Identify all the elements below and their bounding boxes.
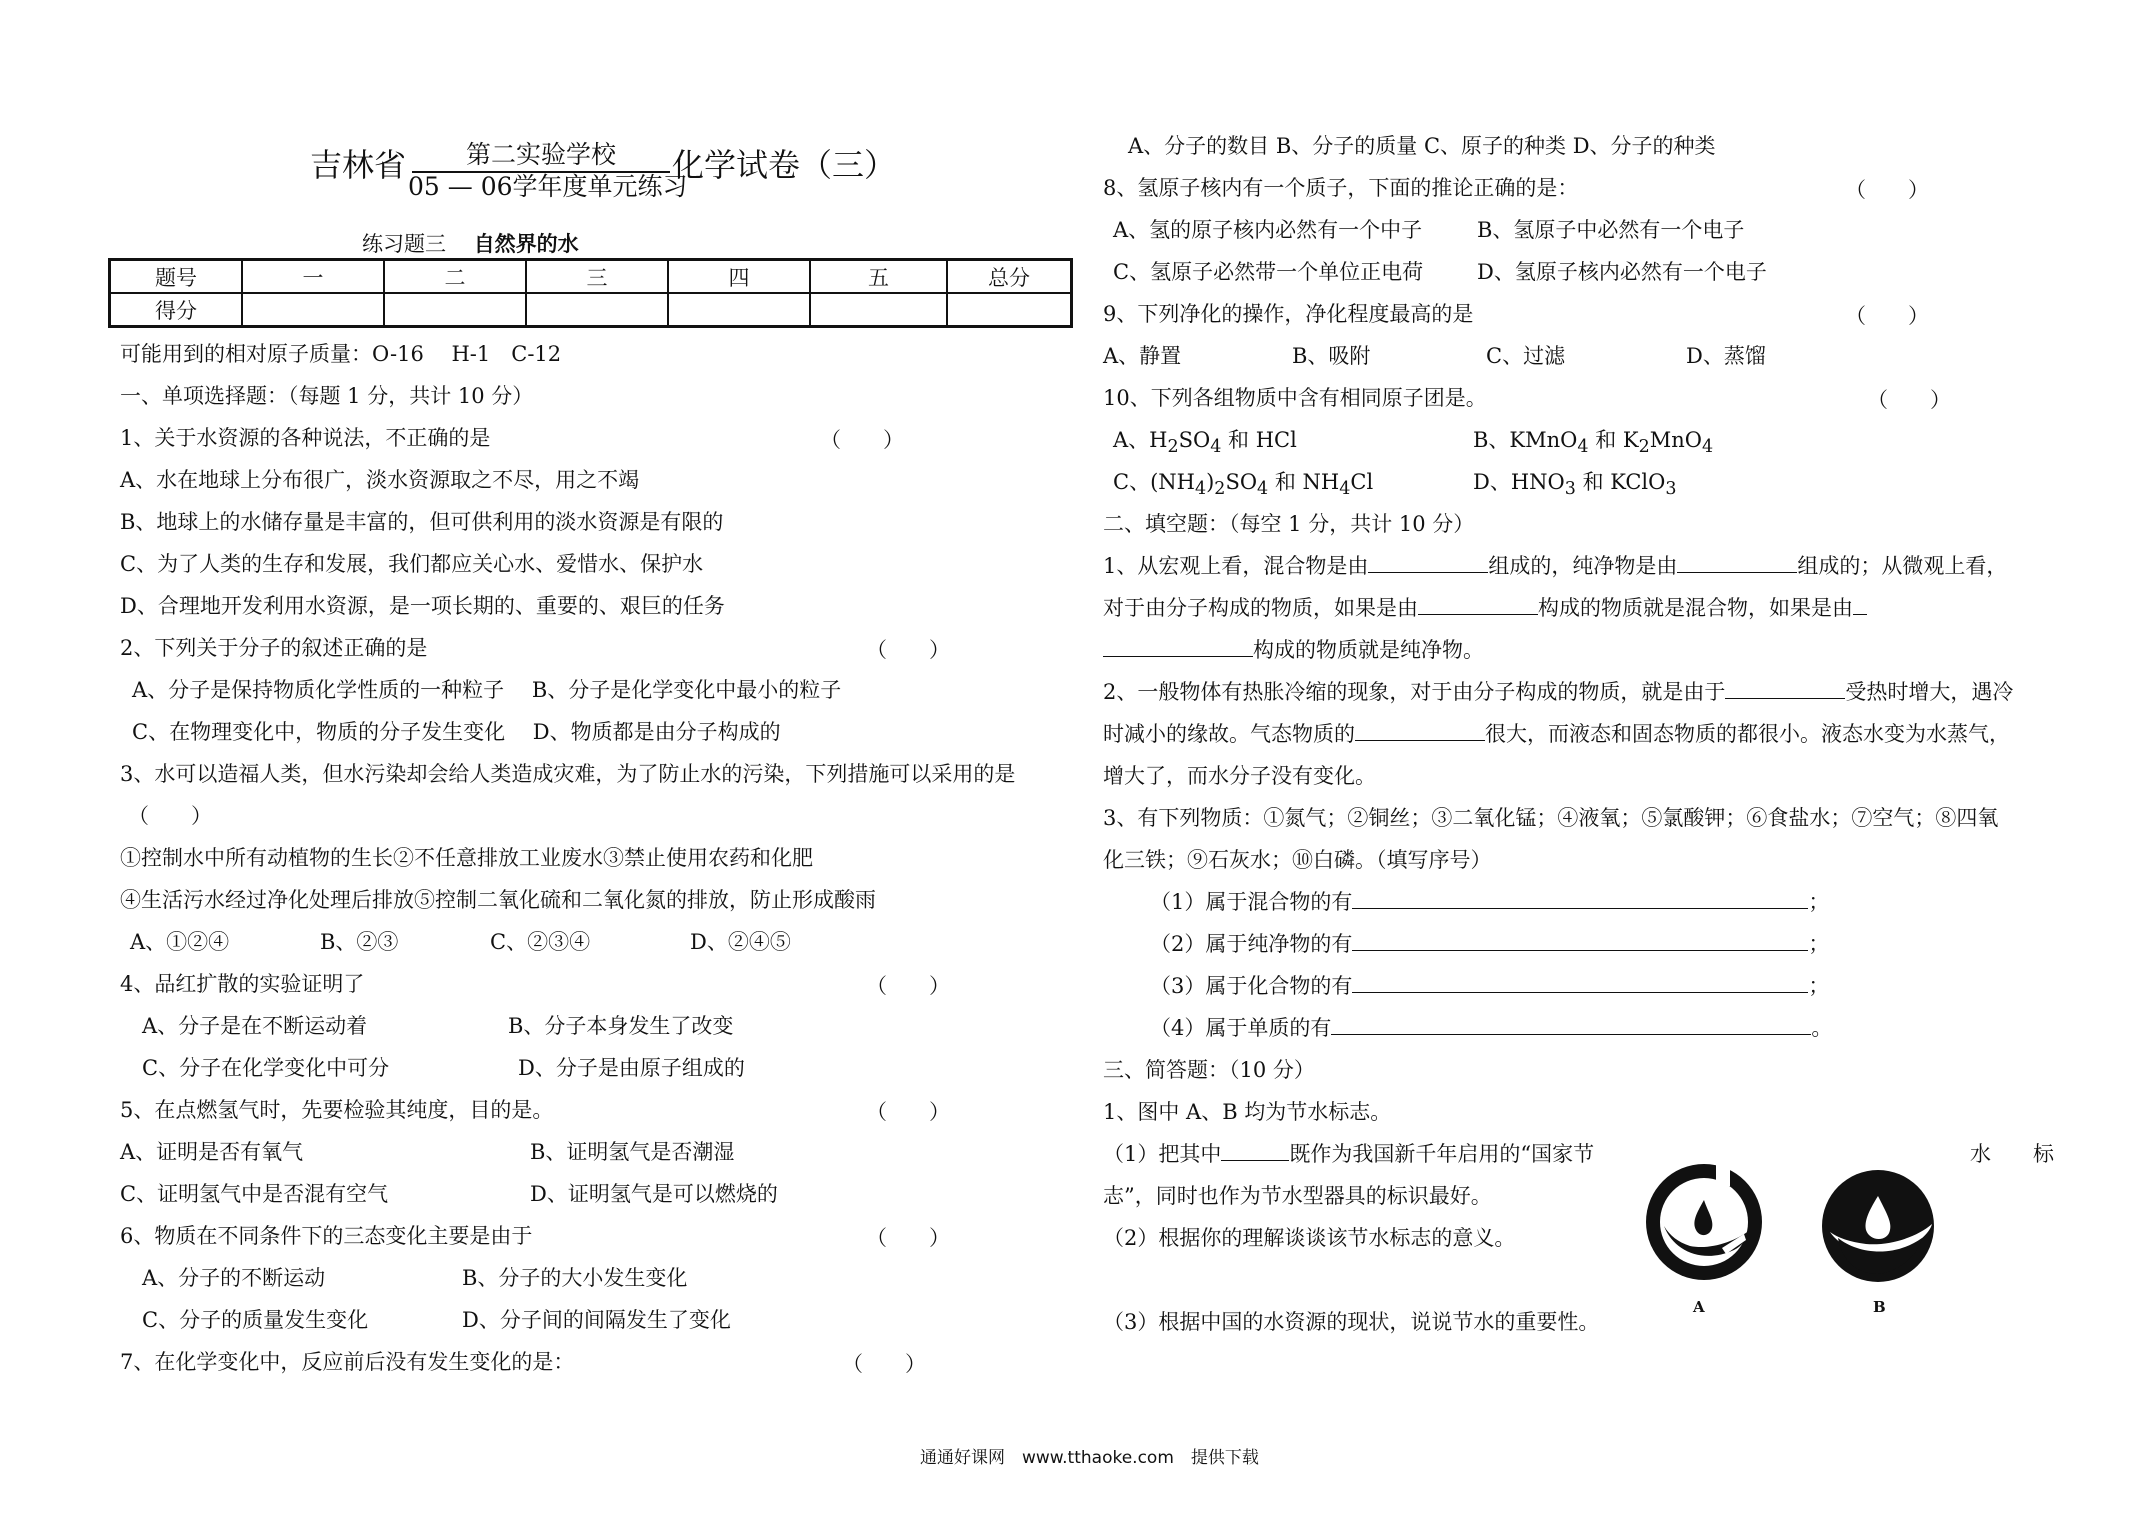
q7-options: A、分子的数目 B、分子的质量 C、原子的种类 D、分子的种类 bbox=[1128, 134, 1716, 158]
q10-option-b: B、KMnO$_4$ 和 $K_2MnO_4$ bbox=[1473, 428, 1714, 458]
question-5: 5、在点燃氢气时，先要检验其纯度，目的是。 bbox=[120, 1098, 554, 1122]
answer-paren-q10[interactable]: （ ） bbox=[1867, 388, 1951, 412]
q9-option-b: B、吸附 bbox=[1292, 344, 1371, 368]
score-input-cell[interactable] bbox=[668, 293, 810, 327]
fill-q1-line1: 1、从宏观上看，混合物是由 组成的，纯净物是由 组成的；从微观上看， bbox=[1103, 554, 2008, 578]
q3-option-d: D、②④⑤ bbox=[690, 930, 791, 954]
logo-a-label: A bbox=[1693, 1298, 1705, 1316]
score-table-header-row bbox=[110, 260, 1072, 294]
fill-q1-line2: 对于由分子构成的物质，如果是由 构成的物质就是混合物，如果是由 bbox=[1103, 594, 1867, 622]
answer-paren-q5[interactable]: （ ） bbox=[866, 1100, 950, 1124]
fill-q2-line3: 增大了，而水分子没有变化。 bbox=[1103, 764, 1376, 788]
year-line: 05 — 06学年度单元练习 bbox=[408, 172, 688, 201]
q5-option-c: C、证明氢气中是否混有空气 bbox=[120, 1182, 389, 1206]
answer-paren-q3[interactable]: （ ） bbox=[128, 804, 212, 828]
q5-option-d: D、证明氢气是可以燃烧的 bbox=[530, 1182, 778, 1206]
fill-q3-part3: （3）属于化合物的有 ； bbox=[1150, 974, 1830, 998]
answer-paren-q7[interactable]: （ ） bbox=[842, 1352, 926, 1376]
blank-field[interactable] bbox=[1853, 594, 1867, 615]
q8-option-d: D、氢原子核内必然有一个电子 bbox=[1477, 260, 1767, 284]
fill-q1-line3: 构成的物质就是纯净物。 bbox=[1103, 636, 1484, 664]
q10-option-a: A、$H_2SO_4$ 和 HCl bbox=[1113, 428, 1297, 458]
blank-field[interactable] bbox=[1331, 1014, 1811, 1035]
short-q1-part1-wrap: 水 标 bbox=[1970, 1142, 2054, 1166]
section1-heading: 一、单项选择题：（每题 1 分，共计 10 分） bbox=[120, 384, 534, 408]
q4-option-d: D、分子是由原子组成的 bbox=[518, 1056, 745, 1080]
short-q1-part2: （2）根据你的理解谈谈该节水标志的意义。 bbox=[1103, 1226, 1516, 1250]
logo-b-label: B bbox=[1873, 1298, 1886, 1316]
fill-q2-line2: 时减小的缘故。气态物质的 很大，而液态和固态物质的都很小。液态水变为水蒸气， bbox=[1103, 722, 2010, 746]
exam-title: 化学试卷（三） bbox=[672, 146, 897, 184]
q8-option-a: A、氢的原子核内必然有一个中子 bbox=[1113, 218, 1423, 242]
blank-field[interactable] bbox=[1352, 930, 1808, 951]
subtitle: 练习题三 自然界的水 bbox=[362, 231, 579, 256]
province: 吉林省 bbox=[310, 146, 407, 184]
blank-field[interactable] bbox=[1677, 552, 1797, 573]
fill-q3-part2: （2）属于纯净物的有 ； bbox=[1150, 932, 1830, 956]
q9-option-d: D、蒸馏 bbox=[1686, 344, 1766, 368]
table-cell: 得分 bbox=[110, 293, 243, 327]
question-9: 9、下列净化的操作，净化程度最高的是 bbox=[1103, 302, 1474, 326]
q10-option-d: D、$HNO_3$ 和 KClO$_3$ bbox=[1473, 470, 1677, 500]
question-4: 4、品红扩散的实验证明了 bbox=[120, 972, 365, 996]
q2-options-cd: C、在物理变化中，物质的分子发生变化 D、物质都是由分子构成的 bbox=[132, 720, 781, 744]
table-cell: 题号 bbox=[110, 260, 243, 294]
q2-options-ab: A、分子是保持物质化学性质的一种粒子 B、分子是化学变化中最小的粒子 bbox=[132, 678, 842, 702]
q9-option-a: A、静置 bbox=[1103, 344, 1182, 368]
blank-field[interactable] bbox=[1221, 1140, 1289, 1161]
q3-statements-2: ④生活污水经过净化处理后排放⑤控制二氧化硫和二氧化氮的排放，防止形成酸雨 bbox=[120, 888, 876, 912]
school-name: 第二实验学校 bbox=[412, 135, 670, 173]
short-q1-part1: （1）把其中 既作为我国新千年启用的“国家节 bbox=[1103, 1142, 1595, 1166]
question-1: 1、关于水资源的各种说法，不正确的是 bbox=[120, 426, 491, 450]
table-cell: 一 bbox=[242, 260, 384, 294]
q3-statements-1: ①控制水中所有动植物的生长②不任意排放工业废水③禁止使用农药和化肥 bbox=[120, 846, 813, 870]
score-table-score-row bbox=[110, 293, 1072, 327]
water-saving-logo-b bbox=[1808, 1168, 1948, 1288]
fill-q2-line1: 2、一般物体有热胀冷缩的现象，对于由分子构成的物质，就是由于 受热时增大，遇冷 bbox=[1103, 680, 2014, 704]
q1-option-c: C、为了人类的生存和发展，我们都应关心水、爱惜水、保护水 bbox=[120, 552, 704, 576]
score-table bbox=[108, 258, 1073, 328]
fill-q3-line1: 3、有下列物质：①氮气；②铜丝；③二氧化锰；④液氧；⑤氯酸钾；⑥食盐水；⑦空气；⑧四氧 bbox=[1103, 806, 1999, 830]
blank-field[interactable] bbox=[1352, 972, 1808, 993]
q6-option-a: A、分子的不断运动 bbox=[142, 1266, 326, 1290]
q5-option-b: B、证明氢气是否潮湿 bbox=[530, 1140, 735, 1164]
score-input-cell[interactable] bbox=[947, 293, 1072, 327]
answer-paren-q1[interactable]: （ ） bbox=[820, 428, 904, 452]
answer-paren-q6[interactable]: （ ） bbox=[866, 1226, 950, 1250]
q1-option-a: A、水在地球上分布很广，淡水资源取之不尽，用之不竭 bbox=[120, 468, 640, 492]
footer-credit: 通通好课网 www.tthaoke.com 提供下载 bbox=[920, 1448, 1259, 1468]
q4-option-c: C、分子在化学变化中可分 bbox=[142, 1056, 390, 1080]
short-q1: 1、图中 A、B 均为节水标志。 bbox=[1103, 1100, 1392, 1124]
question-3: 3、水可以造福人类，但水污染却会给人类造成灾难，为了防止水的污染，下列措施可以采用的是 bbox=[120, 762, 1016, 786]
table-cell: 三 bbox=[526, 260, 668, 294]
q1-option-b: B、地球上的水储存量是丰富的，但可供利用的淡水资源是有限的 bbox=[120, 510, 724, 534]
score-input-cell[interactable] bbox=[384, 293, 526, 327]
question-7: 7、在化学变化中，反应前后没有发生变化的是： bbox=[120, 1350, 575, 1374]
fill-q3-part4: （4）属于单质的有 。 bbox=[1150, 1016, 1833, 1040]
q8-option-c: C、氢原子必然带一个单位正电荷 bbox=[1113, 260, 1424, 284]
q8-option-b: B、氢原子中必然有一个电子 bbox=[1477, 218, 1745, 242]
q5-option-a: A、证明是否有氧气 bbox=[120, 1140, 304, 1164]
water-saving-logo-a bbox=[1634, 1160, 1774, 1290]
q3-option-b: B、②③ bbox=[320, 930, 399, 954]
q9-option-c: C、过滤 bbox=[1486, 344, 1566, 368]
q10-option-c: C、$(NH_4)_2SO_4$ 和 $NH_4Cl$ bbox=[1113, 470, 1374, 500]
question-2: 2、下列关于分子的叙述正确的是 bbox=[120, 636, 428, 660]
blank-field[interactable] bbox=[1103, 636, 1253, 657]
q3-option-a: A、①②④ bbox=[130, 930, 230, 954]
question-6: 6、物质在不同条件下的三态变化主要是由于 bbox=[120, 1224, 533, 1248]
blank-field[interactable] bbox=[1352, 888, 1808, 909]
answer-paren-q2[interactable]: （ ） bbox=[866, 638, 950, 662]
score-input-cell[interactable] bbox=[810, 293, 947, 327]
q6-option-b: B、分子的大小发生变化 bbox=[462, 1266, 688, 1290]
q4-option-a: A、分子是在不断运动着 bbox=[142, 1014, 368, 1038]
score-input-cell[interactable] bbox=[242, 293, 384, 327]
blank-field[interactable] bbox=[1368, 552, 1488, 573]
fill-q3-line2: 化三铁；⑨石灰水；⑩白磷。（填写序号） bbox=[1103, 848, 1492, 872]
q6-option-d: D、分子间的间隔发生了变化 bbox=[462, 1308, 731, 1332]
q3-option-c: C、②③④ bbox=[490, 930, 591, 954]
answer-paren-q9[interactable]: （ ） bbox=[1845, 304, 1929, 328]
score-input-cell[interactable] bbox=[526, 293, 668, 327]
q1-option-d: D、合理地开发利用水资源，是一项长期的、重要的、艰巨的任务 bbox=[120, 594, 725, 618]
q4-option-b: B、分子本身发生了改变 bbox=[508, 1014, 734, 1038]
q6-option-c: C、分子的质量发生变化 bbox=[142, 1308, 369, 1332]
table-cell: 五 bbox=[810, 260, 947, 294]
question-10: 10、下列各组物质中含有相同原子团是。 bbox=[1103, 386, 1487, 410]
question-8: 8、氢原子核内有一个质子，下面的推论正确的是： bbox=[1103, 176, 1579, 200]
table-cell: 二 bbox=[384, 260, 526, 294]
section3-heading: 三、简答题：（10 分） bbox=[1103, 1058, 1315, 1082]
short-q1-part1-cont: 志”，同时也作为节水型器具的标识最好。 bbox=[1103, 1184, 1492, 1208]
table-cell: 总分 bbox=[947, 260, 1072, 294]
atomic-masses: 可能用到的相对原子质量：O-16 H-1 C-12 bbox=[120, 342, 562, 366]
blank-field[interactable] bbox=[1418, 594, 1538, 615]
blank-field[interactable] bbox=[1355, 720, 1485, 741]
answer-paren-q8[interactable]: （ ） bbox=[1845, 178, 1929, 202]
short-q1-part3: （3）根据中国的水资源的现状，说说节水的重要性。 bbox=[1103, 1310, 1600, 1334]
table-cell: 四 bbox=[668, 260, 810, 294]
section2-heading: 二、填空题：（每空 1 分，共计 10 分） bbox=[1103, 512, 1475, 536]
answer-paren-q4[interactable]: （ ） bbox=[866, 974, 950, 998]
blank-field[interactable] bbox=[1725, 678, 1845, 699]
fill-q3-part1: （1）属于混合物的有 ； bbox=[1150, 890, 1830, 914]
